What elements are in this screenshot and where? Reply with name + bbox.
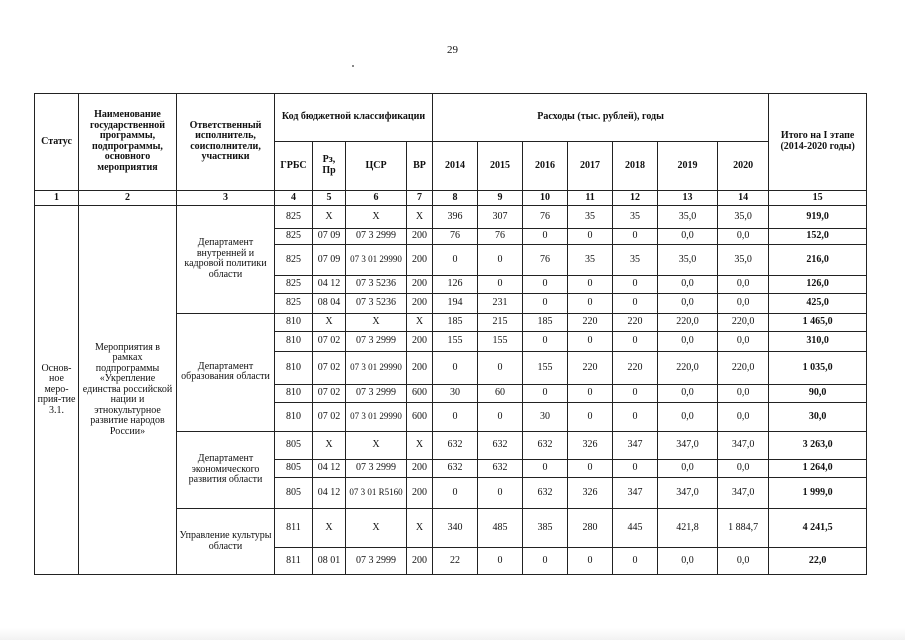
y2020-cell: 220,0	[718, 313, 769, 332]
vr-cell: X	[407, 432, 433, 460]
y2018-cell: 347	[613, 478, 658, 509]
csr-cell: 07 3 01 R5160	[346, 478, 407, 509]
budget-table	[34, 93, 867, 575]
rzpr-cell: 08 04	[313, 294, 346, 314]
executor-cell: Департамент внутренней и кадровой политики области	[177, 206, 275, 314]
vr-cell: 200	[407, 459, 433, 478]
y2015-cell: 632	[478, 432, 523, 460]
total-cell: 1 999,0	[769, 478, 867, 509]
rzpr-cell: 07 02	[313, 384, 346, 403]
y2017-cell: 0	[568, 403, 613, 432]
total-cell: 1 264,0	[769, 459, 867, 478]
vr-cell: X	[407, 313, 433, 332]
total-cell: 152,0	[769, 228, 867, 244]
y2019-cell: 0,0	[658, 384, 718, 403]
y2016-cell: 0	[523, 459, 568, 478]
y2019-cell: 0,0	[658, 459, 718, 478]
y2019-cell: 35,0	[658, 206, 718, 229]
total-cell: 310,0	[769, 332, 867, 352]
rzpr-cell: 07 02	[313, 351, 346, 384]
y2018-cell: 0	[613, 403, 658, 432]
y2014-cell: 632	[433, 432, 478, 460]
y2017-cell: 0	[568, 332, 613, 352]
y2017-cell: 326	[568, 478, 613, 509]
grbs-cell: 805	[275, 478, 313, 509]
grbs-cell: 811	[275, 548, 313, 575]
y2014-cell: 0	[433, 351, 478, 384]
grbs-cell: 825	[275, 245, 313, 276]
y2020-cell: 0,0	[718, 228, 769, 244]
y2020-cell: 347,0	[718, 432, 769, 460]
rzpr-cell: X	[313, 432, 346, 460]
year-header: 2019	[658, 142, 718, 190]
csr-cell: X	[346, 206, 407, 229]
csr-header: ЦСР	[346, 142, 407, 190]
total-cell: 22,0	[769, 548, 867, 575]
year-header: 2020	[718, 142, 769, 190]
y2014-cell: 0	[433, 478, 478, 509]
rzpr-header: Рз, Пр	[313, 142, 346, 190]
y2019-cell: 0,0	[658, 294, 718, 314]
vr-cell: 200	[407, 332, 433, 352]
csr-cell: 07 3 01 29990	[346, 245, 407, 276]
y2020-cell: 0,0	[718, 332, 769, 352]
y2015-cell: 231	[478, 294, 523, 314]
y2015-cell: 0	[478, 403, 523, 432]
y2014-cell: 396	[433, 206, 478, 229]
grbs-cell: 811	[275, 509, 313, 548]
y2017-cell: 220	[568, 351, 613, 384]
y2019-cell: 35,0	[658, 245, 718, 276]
column-number: 12	[613, 190, 658, 205]
column-number: 2	[79, 190, 177, 205]
csr-cell: 07 3 2999	[346, 384, 407, 403]
y2017-cell: 0	[568, 228, 613, 244]
y2016-cell: 632	[523, 432, 568, 460]
year-header: 2014	[433, 142, 478, 190]
rzpr-cell: 07 09	[313, 245, 346, 276]
y2017-cell: 35	[568, 245, 613, 276]
grbs-cell: 825	[275, 206, 313, 229]
vr-cell: 200	[407, 275, 433, 294]
column-number: 13	[658, 190, 718, 205]
total-cell: 126,0	[769, 275, 867, 294]
rzpr-cell: 07 09	[313, 228, 346, 244]
y2019-cell: 0,0	[658, 548, 718, 575]
y2018-cell: 220	[613, 351, 658, 384]
grbs-cell: 805	[275, 432, 313, 460]
vr-cell: 200	[407, 245, 433, 276]
y2014-cell: 0	[433, 403, 478, 432]
grbs-cell: 810	[275, 332, 313, 352]
total-cell: 1 465,0	[769, 313, 867, 332]
column-number: 3	[177, 190, 275, 205]
y2020-cell: 35,0	[718, 206, 769, 229]
column-number: 5	[313, 190, 346, 205]
y2017-cell: 0	[568, 459, 613, 478]
y2016-cell: 155	[523, 351, 568, 384]
y2016-cell: 0	[523, 548, 568, 575]
y2020-cell: 0,0	[718, 548, 769, 575]
y2017-cell: 0	[568, 548, 613, 575]
vr-cell: 200	[407, 478, 433, 509]
y2018-cell: 0	[613, 228, 658, 244]
grbs-cell: 810	[275, 384, 313, 403]
y2015-cell: 632	[478, 459, 523, 478]
status-cell: Основ-ное меро-прия-тие 3.1.	[35, 206, 79, 575]
y2019-cell: 0,0	[658, 332, 718, 352]
y2016-cell: 30	[523, 403, 568, 432]
page-number: 29	[447, 44, 458, 56]
vr-cell: 200	[407, 548, 433, 575]
y2015-cell: 155	[478, 332, 523, 352]
y2018-cell: 0	[613, 548, 658, 575]
total-cell: 30,0	[769, 403, 867, 432]
grbs-cell: 810	[275, 351, 313, 384]
csr-cell: 07 3 2999	[346, 548, 407, 575]
grbs-cell: 810	[275, 313, 313, 332]
y2014-cell: 0	[433, 245, 478, 276]
vr-cell: 600	[407, 384, 433, 403]
rzpr-cell: 07 02	[313, 332, 346, 352]
y2016-cell: 0	[523, 275, 568, 294]
total-header: Итого на I этапе (2014-2020 годы)	[769, 94, 867, 191]
y2020-cell: 347,0	[718, 478, 769, 509]
y2014-cell: 340	[433, 509, 478, 548]
y2020-cell: 0,0	[718, 384, 769, 403]
y2019-cell: 220,0	[658, 351, 718, 384]
y2018-cell: 347	[613, 432, 658, 460]
rzpr-cell: 07 02	[313, 403, 346, 432]
rzpr-cell: X	[313, 509, 346, 548]
total-cell: 90,0	[769, 384, 867, 403]
y2020-cell: 0,0	[718, 275, 769, 294]
y2014-cell: 126	[433, 275, 478, 294]
grbs-cell: 825	[275, 294, 313, 314]
y2015-cell: 60	[478, 384, 523, 403]
y2015-cell: 0	[478, 245, 523, 276]
rzpr-cell: 04 12	[313, 275, 346, 294]
csr-cell: 07 3 01 29990	[346, 351, 407, 384]
y2019-cell: 347,0	[658, 478, 718, 509]
grbs-header: ГРБС	[275, 142, 313, 190]
y2020-cell: 35,0	[718, 245, 769, 276]
csr-cell: X	[346, 509, 407, 548]
column-number: 8	[433, 190, 478, 205]
y2015-cell: 76	[478, 228, 523, 244]
y2019-cell: 220,0	[658, 313, 718, 332]
y2017-cell: 326	[568, 432, 613, 460]
y2019-cell: 421,8	[658, 509, 718, 548]
csr-cell: 07 3 2999	[346, 459, 407, 478]
y2014-cell: 22	[433, 548, 478, 575]
total-cell: 216,0	[769, 245, 867, 276]
y2016-cell: 0	[523, 228, 568, 244]
vr-cell: X	[407, 206, 433, 229]
y2015-cell: 0	[478, 275, 523, 294]
y2017-cell: 0	[568, 384, 613, 403]
y2016-cell: 632	[523, 478, 568, 509]
rzpr-cell: 04 12	[313, 478, 346, 509]
grbs-cell: 825	[275, 275, 313, 294]
y2016-cell: 76	[523, 206, 568, 229]
total-cell: 425,0	[769, 294, 867, 314]
year-header: 2015	[478, 142, 523, 190]
column-number: 7	[407, 190, 433, 205]
column-number: 11	[568, 190, 613, 205]
column-number: 4	[275, 190, 313, 205]
y2014-cell: 185	[433, 313, 478, 332]
y2014-cell: 30	[433, 384, 478, 403]
y2019-cell: 0,0	[658, 403, 718, 432]
csr-cell: 07 3 01 29990	[346, 403, 407, 432]
table-row	[35, 206, 867, 229]
executor-cell: Управление культуры области	[177, 509, 275, 575]
y2015-cell: 485	[478, 509, 523, 548]
y2020-cell: 220,0	[718, 351, 769, 384]
y2019-cell: 0,0	[658, 275, 718, 294]
y2018-cell: 0	[613, 332, 658, 352]
y2015-cell: 0	[478, 478, 523, 509]
rzpr-cell: X	[313, 206, 346, 229]
y2015-cell: 0	[478, 548, 523, 575]
column-number: 1	[35, 190, 79, 205]
total-cell: 3 263,0	[769, 432, 867, 460]
rzpr-cell: 08 01	[313, 548, 346, 575]
column-number: 15	[769, 190, 867, 205]
vr-cell: 200	[407, 351, 433, 384]
rzpr-cell: X	[313, 313, 346, 332]
y2017-cell: 280	[568, 509, 613, 548]
y2020-cell: 0,0	[718, 294, 769, 314]
column-number: 10	[523, 190, 568, 205]
csr-cell: 07 3 5236	[346, 294, 407, 314]
grbs-cell: 810	[275, 403, 313, 432]
y2017-cell: 0	[568, 294, 613, 314]
vr-cell: 200	[407, 228, 433, 244]
year-header: 2018	[613, 142, 658, 190]
total-cell: 4 241,5	[769, 509, 867, 548]
y2018-cell: 0	[613, 275, 658, 294]
csr-cell: 07 3 5236	[346, 275, 407, 294]
y2019-cell: 0,0	[658, 228, 718, 244]
y2014-cell: 632	[433, 459, 478, 478]
year-header: 2016	[523, 142, 568, 190]
y2017-cell: 35	[568, 206, 613, 229]
csr-cell: 07 3 2999	[346, 228, 407, 244]
y2014-cell: 155	[433, 332, 478, 352]
y2020-cell: 0,0	[718, 459, 769, 478]
y2014-cell: 194	[433, 294, 478, 314]
executor-cell: Департамент экономического развития области	[177, 432, 275, 509]
expenses-header: Расходы (тыс. рублей), годы	[433, 94, 769, 142]
y2017-cell: 0	[568, 275, 613, 294]
y2018-cell: 0	[613, 459, 658, 478]
csr-cell: 07 3 2999	[346, 332, 407, 352]
y2019-cell: 347,0	[658, 432, 718, 460]
grbs-cell: 825	[275, 228, 313, 244]
y2018-cell: 0	[613, 294, 658, 314]
program-name-cell: Мероприятия в рамках подпрограммы «Укрепление единства российской нации и этнокультурное развитие народов России»	[79, 206, 177, 575]
grbs-cell: 805	[275, 459, 313, 478]
status-header: Статус	[35, 94, 79, 191]
header-row-1	[35, 94, 867, 142]
executor-cell: Департамент образования области	[177, 313, 275, 431]
y2016-cell: 0	[523, 294, 568, 314]
vr-header: ВР	[407, 142, 433, 190]
responsible-header: Ответственный исполнитель, соисполнители, участники	[177, 94, 275, 191]
y2017-cell: 220	[568, 313, 613, 332]
year-header: 2017	[568, 142, 613, 190]
y2020-cell: 0,0	[718, 403, 769, 432]
y2016-cell: 385	[523, 509, 568, 548]
y2016-cell: 76	[523, 245, 568, 276]
y2015-cell: 215	[478, 313, 523, 332]
scan-edge	[0, 628, 905, 640]
column-number: 9	[478, 190, 523, 205]
y2016-cell: 185	[523, 313, 568, 332]
vr-cell: X	[407, 509, 433, 548]
budget-code-header: Код бюджетной классификации	[275, 94, 433, 142]
scan-speck	[352, 65, 354, 67]
csr-cell: X	[346, 313, 407, 332]
y2014-cell: 76	[433, 228, 478, 244]
total-cell: 1 035,0	[769, 351, 867, 384]
vr-cell: 600	[407, 403, 433, 432]
y2018-cell: 220	[613, 313, 658, 332]
column-number-row	[35, 190, 867, 205]
total-cell: 919,0	[769, 206, 867, 229]
y2015-cell: 307	[478, 206, 523, 229]
column-number: 14	[718, 190, 769, 205]
vr-cell: 200	[407, 294, 433, 314]
y2018-cell: 445	[613, 509, 658, 548]
y2016-cell: 0	[523, 332, 568, 352]
y2018-cell: 35	[613, 245, 658, 276]
name-header: Наименование государственной программы, подпрограммы, основного мероприятия	[79, 94, 177, 191]
y2016-cell: 0	[523, 384, 568, 403]
csr-cell: X	[346, 432, 407, 460]
column-number: 6	[346, 190, 407, 205]
rzpr-cell: 04 12	[313, 459, 346, 478]
y2020-cell: 1 884,7	[718, 509, 769, 548]
y2015-cell: 0	[478, 351, 523, 384]
y2018-cell: 35	[613, 206, 658, 229]
y2018-cell: 0	[613, 384, 658, 403]
